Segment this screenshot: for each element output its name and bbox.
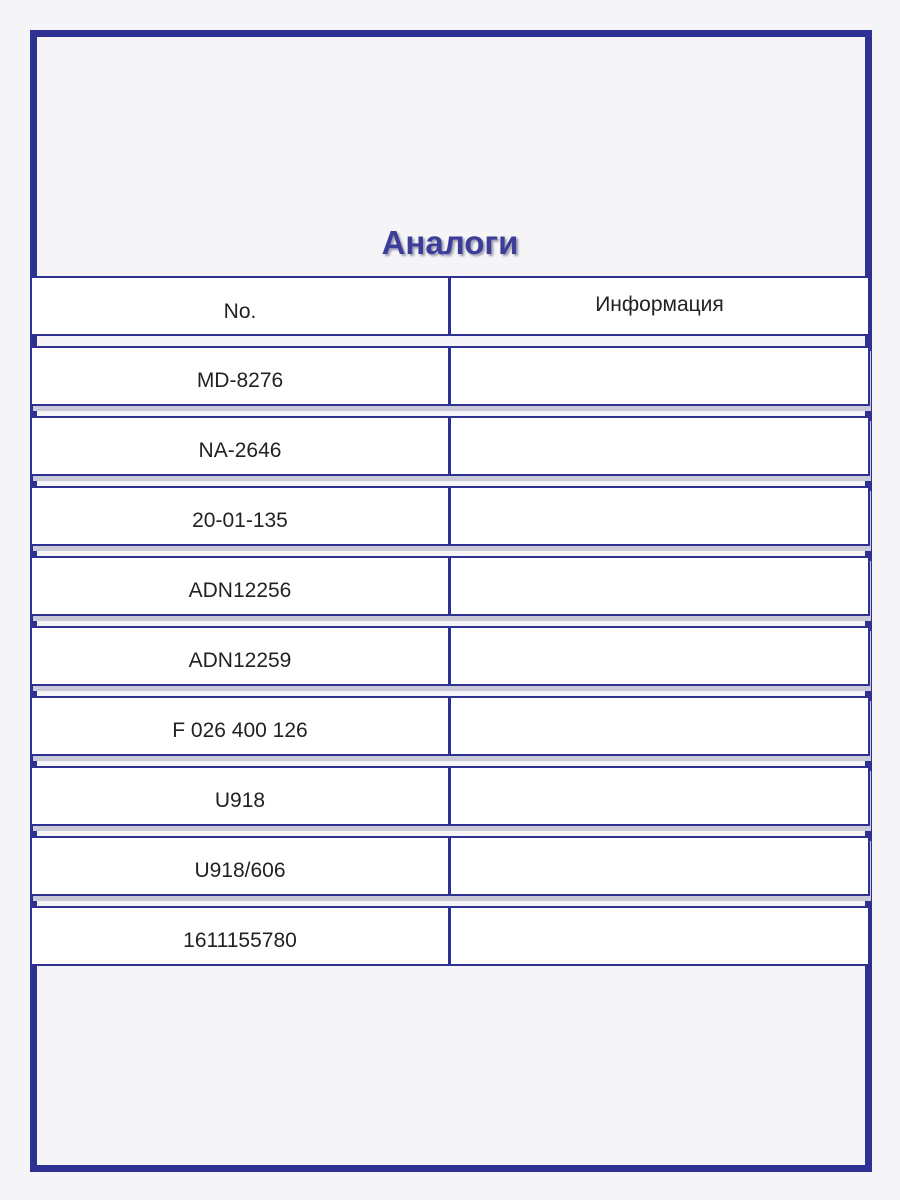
table-row xyxy=(30,906,872,966)
table-row xyxy=(30,626,872,686)
row-number-cell: U918/606 xyxy=(30,836,450,896)
row-info-cell xyxy=(449,696,870,756)
row-number-cell: F 026 400 126 xyxy=(30,696,450,756)
row-number-cell: MD-8276 xyxy=(30,346,450,406)
table-row xyxy=(30,766,872,826)
row-number-cell: 20-01-135 xyxy=(30,486,450,546)
row-number-cell: ADN12259 xyxy=(30,626,450,686)
row-number-cell: 1611155780 xyxy=(30,906,450,966)
table-row xyxy=(30,416,872,476)
header-info: Информация xyxy=(449,276,870,336)
table-header-row xyxy=(30,276,872,336)
row-info-cell xyxy=(449,836,870,896)
table-row xyxy=(30,556,872,616)
table-row xyxy=(30,346,872,406)
row-number-cell: NA-2646 xyxy=(30,416,450,476)
table-row xyxy=(30,836,872,896)
row-number-cell: U918 xyxy=(30,766,450,826)
row-info-cell xyxy=(449,416,870,476)
row-number-cell: ADN12256 xyxy=(30,556,450,616)
row-info-cell xyxy=(449,556,870,616)
table-row xyxy=(30,486,872,546)
table-row xyxy=(30,696,872,756)
row-info-cell xyxy=(449,766,870,826)
row-info-cell xyxy=(449,906,870,966)
row-info-cell xyxy=(449,346,870,406)
row-info-cell xyxy=(449,626,870,686)
row-info-cell xyxy=(449,486,870,546)
header-number: No. xyxy=(30,276,450,336)
page-title: Аналоги xyxy=(381,224,519,261)
